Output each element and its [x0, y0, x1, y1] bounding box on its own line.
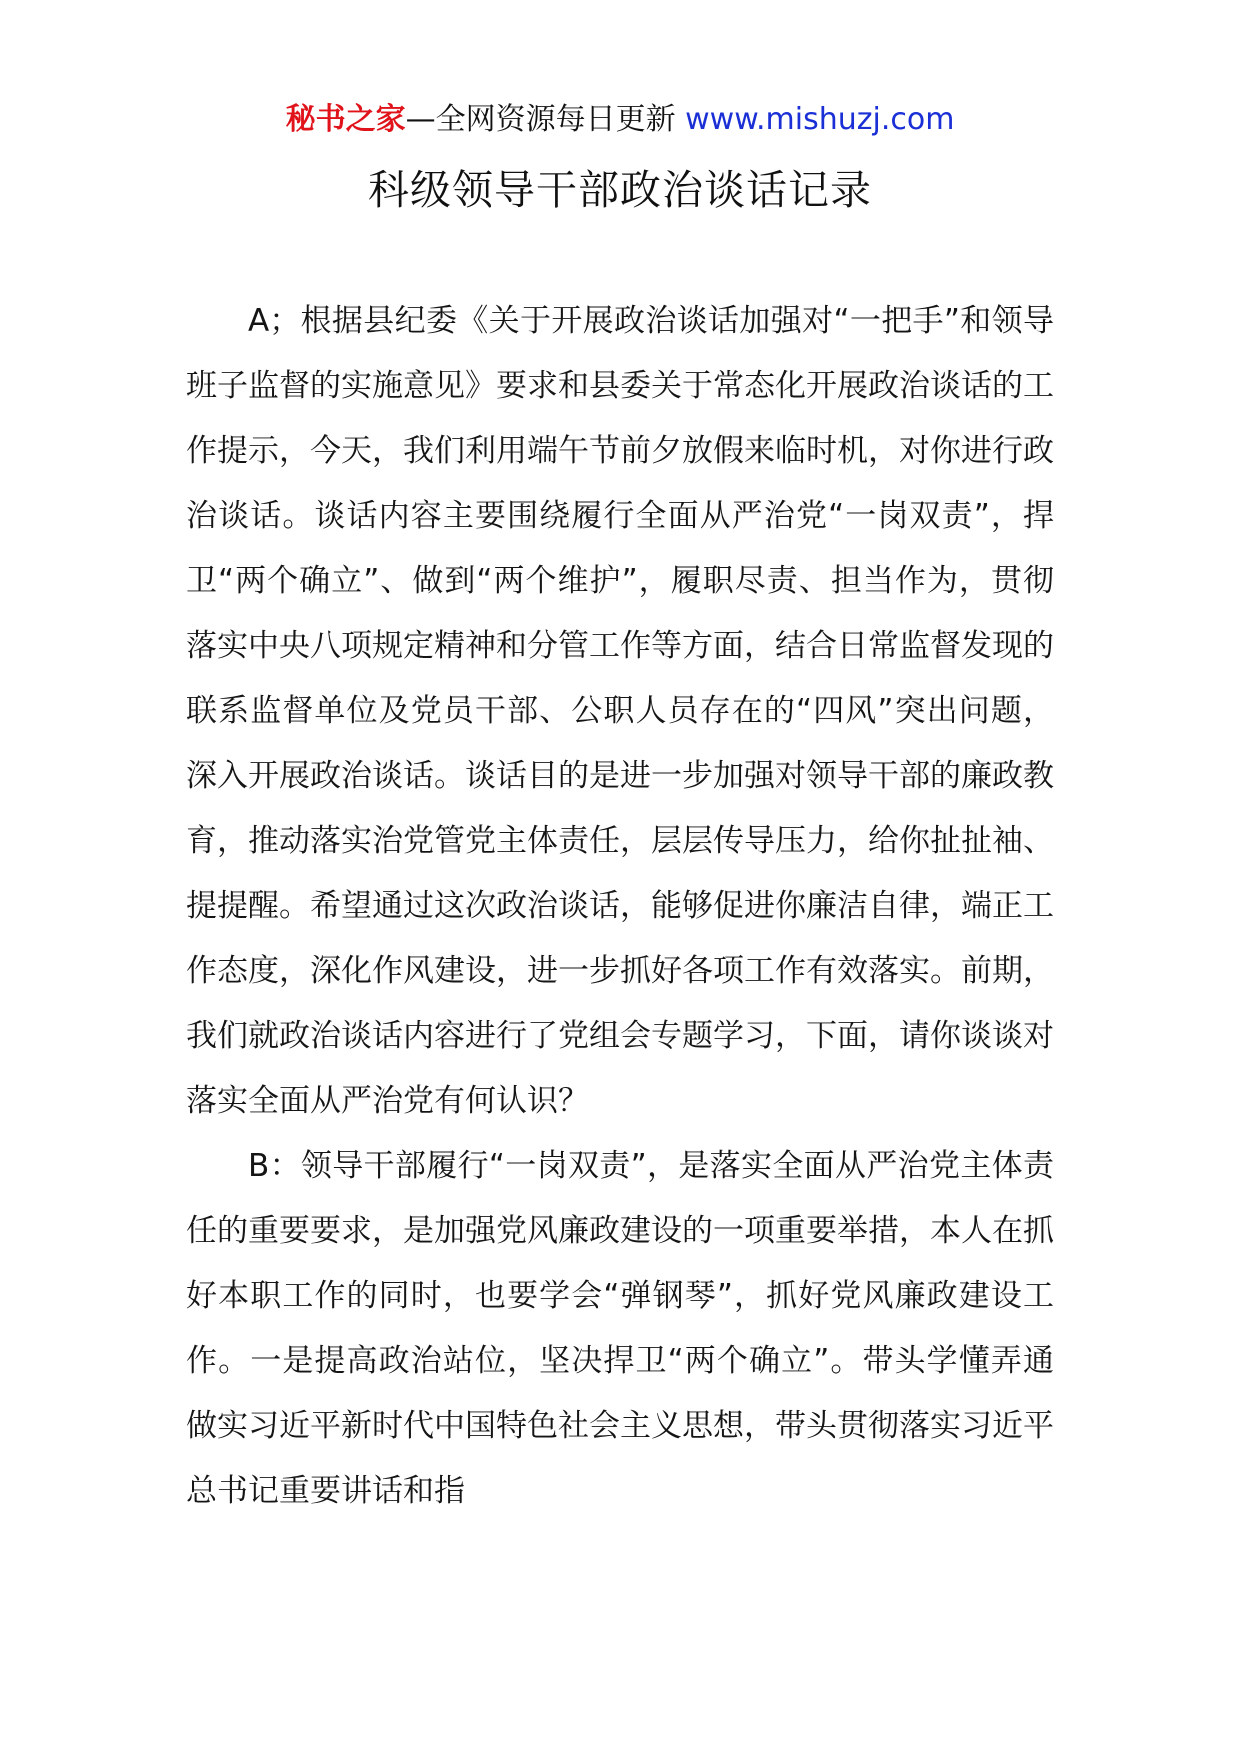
- site-url: www.mishuzj.com: [685, 102, 955, 137]
- paragraph-a: A；根据县纪委《关于开展政治谈话加强对“一把手”和领导班子监督的实施意见》要求和县委关于常态化开展政治谈话的工作提示，今天，我们利用端午节前夕放假来临时机，对你进行政治谈话。谈话内容主要围绕履行全面从严治党“一岗双责”，捍卫“两个确立”、做到“两个维护”，履职尽责、担当作为，贯彻落实中央八项规定精神和分管工作等方面，结合日常监督发现的联系监督单位及党员干部、公职人员存在的“四风”突出问题，深入开展政治谈话。谈话目的是进一步加强对领导干部的廉政教育，推动落实治党管党主体责任，层层传导压力，给你扯扯袖、提提醒。希望通过这次政治谈话，能够促进你廉洁自律，端正工作态度，深化作风建设，进一步抓好各项工作有效落实。前期，我们就政治谈话内容进行了党组会专题学习，下面，请你谈谈对落实全面从严治党有何认识？: [186, 303, 1054, 1119]
- document-title: 科级领导干部政治谈话记录: [368, 166, 872, 214]
- header-tagline: —全网资源每日更新: [405, 102, 686, 137]
- site-header: [0, 100, 1240, 140]
- paragraph-b: B：领导干部履行“一岗双责”，是落实全面从严治党主体责任的重要要求，是加强党风廉政建设的一项重要举措，本人在抓好本职工作的同时，也要学会“弹钢琴”，抓好党风廉政建设工作。一是提高政治站位，坚决捍卫“两个确立”。带头学懂弄通做实习近平新时代中国特色社会主义思想，带头贯彻落实习近平总书记重要讲话和指: [186, 1148, 1054, 1509]
- document-body: [186, 289, 1054, 1524]
- brand-name: 秘书之家: [285, 102, 406, 137]
